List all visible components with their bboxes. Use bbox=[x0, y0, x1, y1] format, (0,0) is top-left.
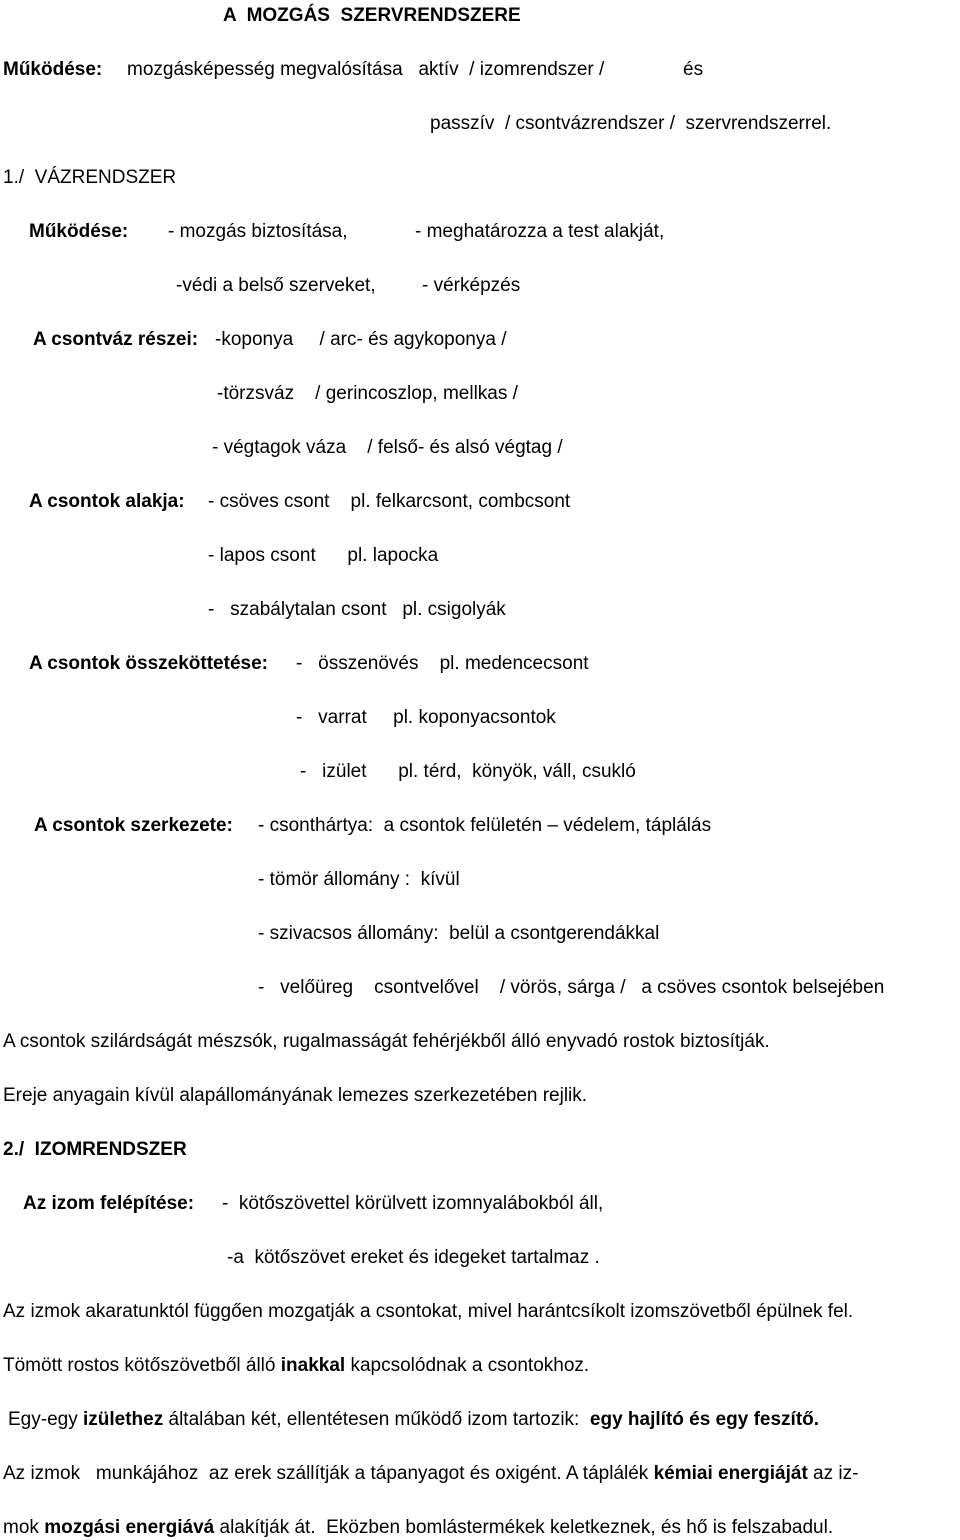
muscle-paragraph-4-line-2: mok mozgási energiává alakítják át. Eközben bomlástermékek keletkeznek, és hő is felszabadul. bbox=[3, 1517, 834, 1538]
section-1-heading: 1./ VÁZRENDSZER bbox=[3, 167, 177, 188]
function-item-d: - vérképzés bbox=[422, 275, 521, 296]
structure-item-1: - csonthártya: a csontok felületén – védelem, táplálás bbox=[258, 815, 712, 836]
build-item-1: - kötőszövettel körülvett izomnyalábokból áll, bbox=[222, 1193, 604, 1214]
joints-item-2: - varrat pl. koponyacsontok bbox=[296, 707, 556, 728]
emphasis-kemiai-energia: kémiai energiáját bbox=[653, 1463, 808, 1484]
bone-paragraph-2: Ereje anyagain kívül alapállományának lemezes szerkezetében rejlik. bbox=[3, 1085, 588, 1106]
shape-item-1: - csöves csont pl. felkarcsont, combcsont bbox=[208, 491, 571, 512]
document-title: A MOZGÁS SZERVRENDSZERE bbox=[223, 5, 521, 26]
structure-item-3: - szivacsos állomány: belül a csontgerendákkal bbox=[258, 923, 660, 944]
bone-paragraph-1: A csontok szilárdságát mészsók, rugalmasságát fehérjékből álló enyvadó rostok biztosítják. bbox=[3, 1031, 770, 1052]
build-item-2: -a kötőszövet ereket és idegeket tartalmaz . bbox=[227, 1247, 600, 1268]
parts-item-3: - végtagok váza / felső- és alsó végtag / bbox=[212, 437, 563, 458]
intro-label: Működése: bbox=[3, 59, 103, 80]
joints-label: A csontok összeköttetése: bbox=[29, 653, 268, 674]
function-item-b: - meghatározza a test alakját, bbox=[415, 221, 665, 242]
joints-item-1: - összenövés pl. medencecsont bbox=[296, 653, 589, 674]
section-2-heading: 2./ IZOMRENDSZER bbox=[3, 1139, 187, 1160]
emphasis-hajlito-feszito: egy hajlító és egy feszítő. bbox=[589, 1409, 820, 1430]
muscle-paragraph-2: Tömött rostos kötőszövetből álló inakkal kapcsolódnak a csontokhoz. bbox=[3, 1355, 590, 1376]
parts-item-2: -törzsváz / gerincoszlop, mellkas / bbox=[217, 383, 518, 404]
intro-line-2: passzív / csontvázrendszer / szervrendszerrel. bbox=[430, 113, 832, 134]
function-label: Működése: bbox=[29, 221, 129, 242]
parts-item-1: -koponya / arc- és agykoponya / bbox=[215, 329, 507, 350]
joints-item-3: - izület pl. térd, könyök, váll, csukló bbox=[300, 761, 636, 782]
shape-label: A csontok alakja: bbox=[29, 491, 185, 512]
structure-label: A csontok szerkezete: bbox=[34, 815, 233, 836]
shape-item-3: - szabálytalan csont pl. csigolyák bbox=[208, 599, 506, 620]
intro-line-1: mozgásképesség megvalósítása aktív / izomrendszer / bbox=[127, 59, 605, 80]
muscle-paragraph-3: Egy-egy izülethez általában két, ellentétesen működő izom tartozik: egy hajlító és egy feszítő. bbox=[8, 1409, 820, 1430]
structure-item-4: - velőüreg csontvelővel / vörös, sárga / a csöves csontok belsejében bbox=[258, 977, 885, 998]
parts-label: A csontváz részei: bbox=[33, 329, 199, 350]
shape-item-2: - lapos csont pl. lapocka bbox=[208, 545, 439, 566]
muscle-paragraph-4-line-1: Az izmok munkájához az erek szállítják a tápanyagot és oxigént. A táplálék kémiai energiáját az iz- bbox=[3, 1463, 859, 1484]
emphasis-mozgasi-energia: mozgási energiává bbox=[44, 1517, 215, 1538]
build-label: Az izom felépítése: bbox=[23, 1193, 195, 1214]
structure-item-2: - tömör állomány : kívül bbox=[258, 869, 460, 890]
intro-line-1-end: és bbox=[683, 59, 704, 80]
function-item-c: -védi a belső szerveket, bbox=[176, 275, 376, 296]
function-item-a: - mozgás biztosítása, bbox=[168, 221, 348, 242]
emphasis-izulethez: izülethez bbox=[82, 1409, 164, 1430]
muscle-paragraph-1: Az izmok akaratunktól függően mozgatják a csontokat, mivel harántcsíkolt izomszövetből épülnek fel. bbox=[3, 1301, 854, 1322]
emphasis-inakkal: inakkal bbox=[280, 1355, 346, 1376]
